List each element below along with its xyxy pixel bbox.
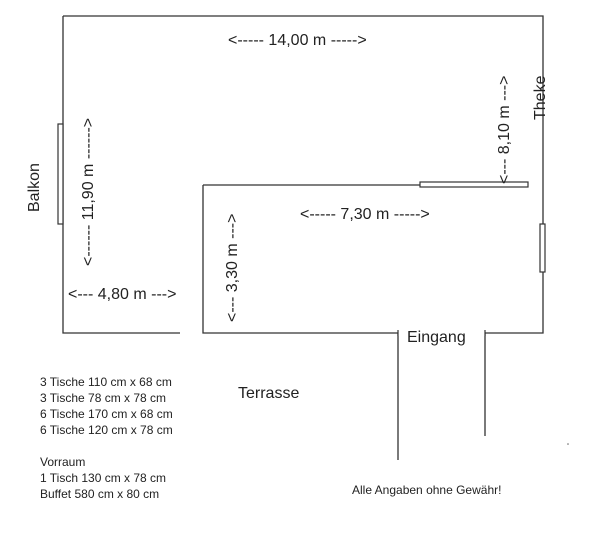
inner-wall-bottom-right bbox=[485, 185, 543, 333]
terrasse-label: Terrasse bbox=[238, 385, 300, 402]
inner-height-dimension: <--- 3,30 m ---> bbox=[224, 213, 241, 322]
vorraum-item: 1 Tisch 130 cm x 78 cm bbox=[40, 471, 167, 485]
disclaimer-text: Alle Angaben ohne Gewähr! bbox=[352, 483, 502, 497]
vorraum-item: Buffet 580 cm x 80 cm bbox=[40, 487, 160, 501]
bottom-left-dimension: <--- 4,80 m ---> bbox=[68, 286, 177, 303]
left-height-dimension: <------ 11,90 m ------> bbox=[80, 117, 97, 266]
table-note: 6 Tische 170 cm x 68 cm bbox=[40, 407, 173, 421]
table-note: 3 Tische 110 cm x 68 cm bbox=[40, 375, 172, 389]
equipment-notes bbox=[40, 374, 173, 502]
eingang-label: Eingang bbox=[407, 329, 466, 346]
dot-mark bbox=[567, 443, 569, 445]
notes-spacer bbox=[40, 438, 173, 454]
table-note: 3 Tische 78 cm x 78 cm bbox=[40, 391, 167, 405]
table-note: 6 Tische 120 cm x 78 cm bbox=[40, 423, 173, 437]
right-height-dimension: <--- 8,10 m ---> bbox=[496, 75, 513, 184]
vorraum-title: Vorraum bbox=[40, 455, 86, 469]
balkon-label: Balkon bbox=[26, 163, 43, 212]
right-door bbox=[540, 224, 545, 272]
top-width-dimension: <----- 14,00 m -----> bbox=[228, 32, 367, 49]
inner-width-dimension: <----- 7,30 m -----> bbox=[300, 206, 430, 223]
theke-label: Theke bbox=[532, 75, 549, 120]
balcony-window bbox=[58, 124, 63, 224]
